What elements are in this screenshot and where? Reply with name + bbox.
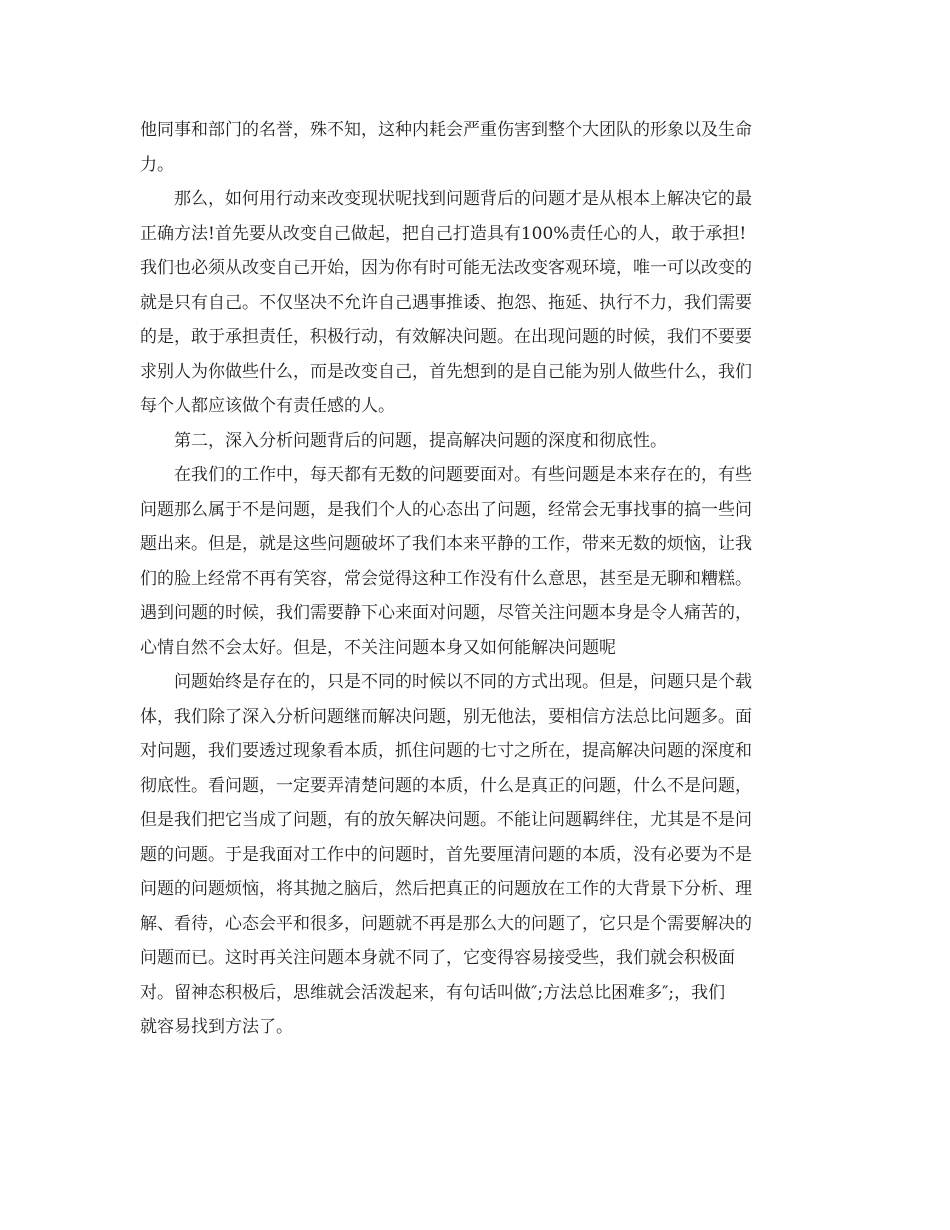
text-line: 求别人为你做些什么，而是改变自己，首先想到的是自己能为别人做些什么，我们: [140, 361, 752, 382]
text-line: 他同事和部门的名誉，殊不知，这种内耗会严重伤害到整个大团队的形象以及生命: [140, 120, 752, 140]
text-line: 我们也必须从改变自己开始，因为你有时可能无法改变客观环境，唯一可以改变的: [140, 258, 752, 278]
text-line: 解、看待，心态会平和很多，问题就不再是那么大的问题了，它只是个需要解决的: [140, 913, 752, 934]
text-line: 彻底性。看问题，一定要弄清楚问题的本质，什么是真正的问题，什么不是问题，: [140, 775, 752, 796]
text-line: 对。留神态积极后，思维就会活泼起来，有句话叫做″;方法总比困难多″;，我们: [140, 982, 726, 1003]
text-line: 题的问题。于是我面对工作中的问题时，首先要厘清问题的本质，没有必要为不是: [140, 844, 752, 865]
text-line: 在我们的工作中，每天都有无数的问题要面对。有些问题是本来存在的，有些: [174, 465, 752, 485]
text-line: 心情自然不会太好。但是，不关注问题本身又如何能解决问题呢: [140, 637, 616, 658]
text-line: 问题始终是存在的，只是不同的时候以不同的方式出现。但是，问题只是个载: [174, 672, 752, 692]
text-line: 遇到问题的时候，我们需要静下心来面对问题，尽管关注问题本身是令人痛苦的，: [140, 603, 752, 623]
text-line: 力。: [140, 154, 174, 175]
text-line: 问题而已。这时再关注问题本身就不同了，它变得容易接受些，我们就会积极面: [140, 948, 735, 968]
text-line: 体，我们除了深入分析问题继而解决问题，别无他法，要相信方法总比问题多。面: [140, 706, 752, 727]
text-line: 第二，深入分析问题背后的问题，提高解决问题的深度和彻底性。: [174, 430, 667, 451]
text-line: 就容易找到方法了。: [140, 1017, 293, 1037]
text-line: 对问题，我们要透过现象看本质，抓住问题的七寸之所在，提高解决问题的深度和: [140, 741, 752, 761]
text-line: 的是，敢于承担责任，积极行动，有效解决问题。在出现问题的时候，我们不要要: [140, 327, 752, 347]
document-body: [140, 113, 810, 1045]
text-line: 每个人都应该做个有责任感的人。: [140, 396, 395, 416]
text-line: 那么，如何用行动来改变现状呢找到问题背后的问题才是从根本上解决它的最: [174, 189, 752, 209]
text-line: 题出来。但是，就是这些问题破坏了我们本来平静的工作，带来无数的烦恼，让我: [140, 534, 752, 554]
text-line: 正确方法!首先要从改变自己做起，把自己打造具有100%责任心的人，敢于承担!: [140, 223, 747, 244]
text-line: 问题的问题烦恼，将其抛之脑后，然后把真正的问题放在工作的大背景下分析、理: [140, 879, 752, 899]
text-line: 就是只有自己。不仅坚决不允许自己遇事推诿、抱怨、拖延、执行不力，我们需要: [140, 292, 752, 313]
text-line: 问题那么属于不是问题，是我们个人的心态出了问题，经常会无事找事的搞一些问: [140, 499, 752, 520]
text-line: 们的脸上经常不再有笑容，常会觉得这种工作没有什么意思，甚至是无聊和糟糕。: [140, 568, 752, 589]
text-line: 但是我们把它当成了问题，有的放矢解决问题。不能让问题羁绊住，尤其是不是问: [140, 810, 752, 830]
